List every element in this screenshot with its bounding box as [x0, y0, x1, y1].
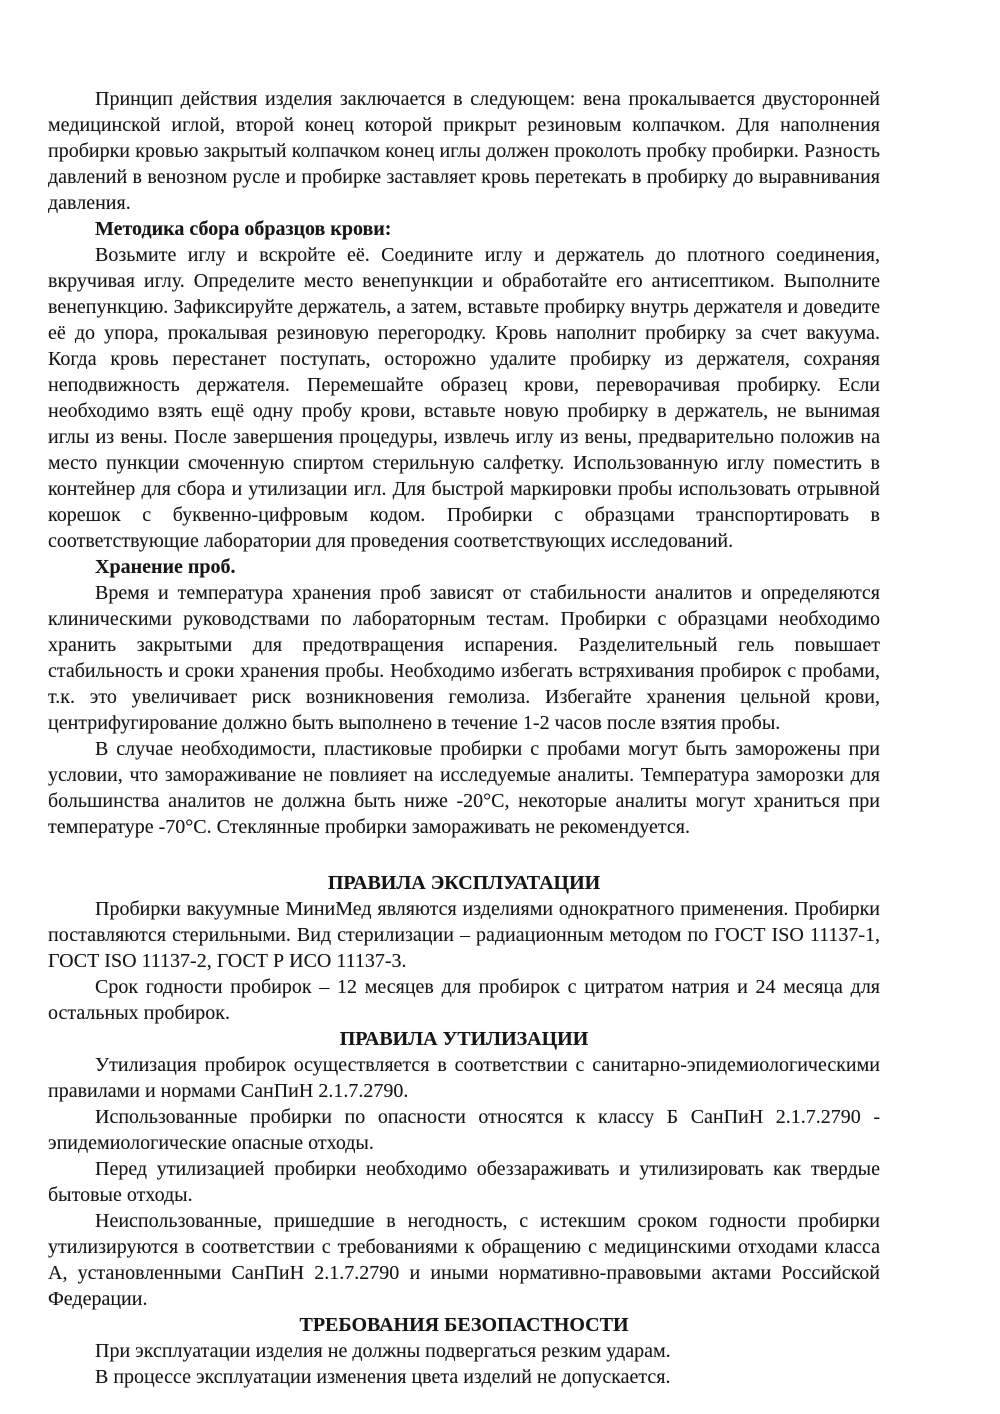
disposal-paragraph-2: Использованные пробирки по опасности относятся к классу Б СанПиН 2.1.7.2790 - эпидемиологические опасные отходы. — [48, 1106, 880, 1154]
safety-requirements-heading: ТРЕБОВАНИЯ БЕЗОПАСТНОСТИ — [299, 1314, 629, 1336]
method-heading: Методика сбора образцов крови: — [95, 218, 392, 240]
intro-paragraph: Принцип действия изделия заключается в следующем: вена прокалывается двусторонней медицинской иглой, второй конец которой прикрыт резиновым колпачком. Для наполнения пробирки кровью закрытый колпачком конец иглы должен проколоть пробку пробирки. Разность давлений в венозном русле и пробирке заставляет кровь перетекать в пробирку до выравнивания давления. — [48, 88, 880, 214]
safety-paragraph-2: В процессе эксплуатации изменения цвета изделий не допускается. — [95, 1366, 671, 1388]
method-paragraph: Возьмите иглу и вскройте её. Соедините иглу и держатель до плотного соединения, вкручивая иглу. Определите место венепункции и обработайте его антисептиком. Выполните венепункцию. Зафиксируйте держатель, а затем, вставьте пробирку внутрь держателя и доведите её до упора, прокалывая резиновую перегородку. Кровь наполнит пробирку за счет вакуума. Когда кровь перестанет поступать, осторожно удалите пробирку из держателя, сохраняя неподвижность держателя. Перемешайте образец крови, переворачивая пробирку. Если необходимо взять ещё одну пробу крови, вставьте новую пробирку в держатель, не вынимая иглы из вены. После завершения процедуры, извлечь иглу из вены, предварительно положив на место пункции смоченную спиртом стерильную салфетку. Использованную иглу поместить в контейнер для сбора и утилизации игл. Для быстрой маркировки пробы использовать отрывной корешок с буквенно-цифровым кодом. Пробирки с образцами транспортировать в соответствующие лаборатории для проведения соответствующих исследований. — [48, 244, 880, 552]
safety-paragraph-1: При эксплуатации изделия не должны подвергаться резким ударам. — [95, 1340, 671, 1362]
storage-heading: Хранение проб. — [95, 556, 236, 578]
disposal-rules-heading: ПРАВИЛА УТИЛИЗАЦИИ — [339, 1028, 589, 1050]
storage-paragraph-2: В случае необходимости, пластиковые пробирки с пробами могут быть заморожены при условии, что замораживание не повлияет на исследуемые аналиты. Температура заморозки для большинства аналитов не должна быть ниже -20°С, некоторые аналиты могут храниться при температуре -70°С. Стеклянные пробирки замораживать не рекомендуется. — [48, 738, 880, 838]
operation-paragraph-2: Срок годности пробирок – 12 месяцев для пробирок с цитратом натрия и 24 месяца для остальных пробирок. — [48, 976, 880, 1024]
disposal-paragraph-1: Утилизация пробирок осуществляется в соответствии с санитарно-эпидемиологическими правилами и нормами СанПиН 2.1.7.2790. — [48, 1054, 880, 1102]
disposal-paragraph-3: Перед утилизацией пробирки необходимо обеззараживать и утилизировать как твердые бытовые отходы. — [48, 1158, 880, 1206]
disposal-paragraph-4: Неиспользованные, пришедшие в негодность, с истекшим сроком годности пробирки утилизируются в соответствии с требованиями к обращению с медицинскими отходами класса А, установленными СанПиН 2.1.7.2790 и иными нормативно-правовыми актами Российской Федерации. — [48, 1210, 880, 1310]
operation-rules-heading: ПРАВИЛА ЭКСПЛУАТАЦИИ — [327, 872, 601, 894]
operation-paragraph-1: Пробирки вакуумные МиниМед являются изделиями однократного применения. Пробирки поставляются стерильными. Вид стерилизации – радиационным методом по ГОСТ ISO 11137-1, ГОСТ ISO 11137-2, ГОСТ Р ИСО 11137-3. — [48, 898, 880, 972]
storage-paragraph-1: Время и температура хранения проб зависят от стабильности аналитов и определяются клиническими руководствами по лабораторным тестам. Пробирки с образцами необходимо хранить закрытыми для предотвращения испарения. Разделительный гель повышает стабильность и сроки хранения пробы. Необходимо избегать встряхивания пробирок с пробами, т.к. это увеличивает риск возникновения гемолиза. Избегайте хранения цельной крови, центрифугирование должно быть выполнено в течение 1-2 часов после взятия пробы. — [48, 582, 880, 734]
